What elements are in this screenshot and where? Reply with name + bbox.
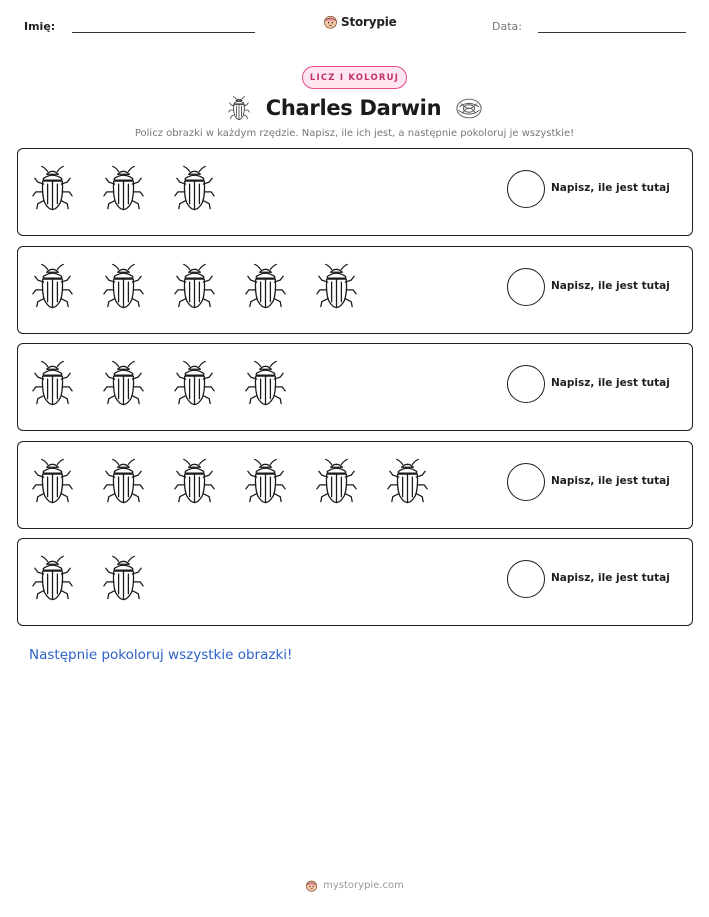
- beetle-group: [28, 553, 148, 603]
- activity-badge: LICZ I KOLORUJ: [302, 66, 407, 89]
- answer-circle[interactable]: [507, 268, 545, 306]
- footer-brand: [0, 879, 709, 892]
- beetle-group: [28, 358, 290, 408]
- beetle-group: [28, 261, 361, 311]
- date-line[interactable]: [538, 32, 686, 33]
- beetle-icon[interactable]: [170, 261, 219, 311]
- counting-row: [17, 343, 693, 431]
- beetle-icon[interactable]: [241, 261, 290, 311]
- beetle-icon[interactable]: [99, 163, 148, 213]
- beetle-icon[interactable]: [99, 456, 148, 506]
- page-title: Charles Darwin: [265, 96, 442, 120]
- beetle-icon: [226, 95, 252, 121]
- answer-prompt: Napisz, ile jest tutaj: [551, 182, 670, 194]
- answer-prompt: Napisz, ile jest tutaj: [551, 474, 670, 487]
- counting-row: [17, 148, 693, 236]
- coloring-note: Następnie pokoloruj wszystkie obrazki!: [29, 647, 293, 663]
- beetle-icon[interactable]: [28, 163, 77, 213]
- beetle-icon[interactable]: [28, 456, 77, 506]
- name-line[interactable]: [72, 32, 255, 33]
- footer-url: mystorypie.com: [323, 880, 404, 891]
- beetle-icon[interactable]: [383, 456, 432, 506]
- answer-circle[interactable]: [507, 365, 545, 403]
- beetle-icon[interactable]: [170, 456, 219, 506]
- nest-icon: [455, 97, 483, 120]
- answer-circle[interactable]: [507, 463, 545, 501]
- storypie-logo: [323, 14, 397, 29]
- beetle-icon[interactable]: [28, 358, 77, 408]
- pie-logo-icon: [305, 879, 318, 892]
- beetle-icon[interactable]: [170, 358, 219, 408]
- answer-prompt: Napisz, ile jest tutaj: [551, 377, 670, 389]
- beetle-icon[interactable]: [312, 456, 361, 506]
- answer-circle[interactable]: [507, 170, 545, 208]
- beetle-icon[interactable]: [28, 261, 77, 311]
- counting-row: [17, 441, 693, 529]
- pie-logo-icon: [323, 14, 338, 29]
- beetle-icon[interactable]: [241, 358, 290, 408]
- beetle-group: [28, 456, 432, 506]
- date-label: Data:: [492, 20, 522, 33]
- beetle-icon[interactable]: [99, 553, 148, 603]
- beetle-group: [28, 163, 219, 213]
- counting-row: [17, 246, 693, 334]
- instructions-text: Policz obrazki w każdym rzędzie. Napisz, ile ich jest, a następnie pokoloruj je wszystkie!: [134, 128, 575, 139]
- title-row: [0, 92, 709, 124]
- answer-prompt: Napisz, ile jest tutaj: [551, 572, 670, 584]
- beetle-icon[interactable]: [312, 261, 361, 311]
- beetle-icon[interactable]: [241, 456, 290, 506]
- answer-circle[interactable]: [507, 560, 545, 598]
- beetle-icon[interactable]: [99, 358, 148, 408]
- answer-prompt: Napisz, ile jest tutaj: [551, 279, 670, 292]
- beetle-icon[interactable]: [28, 553, 77, 603]
- counting-row: [17, 538, 693, 626]
- beetle-icon[interactable]: [170, 163, 219, 213]
- name-label: Imię:: [24, 20, 56, 33]
- logo-text: Storypie: [341, 14, 397, 29]
- beetle-icon[interactable]: [99, 261, 148, 311]
